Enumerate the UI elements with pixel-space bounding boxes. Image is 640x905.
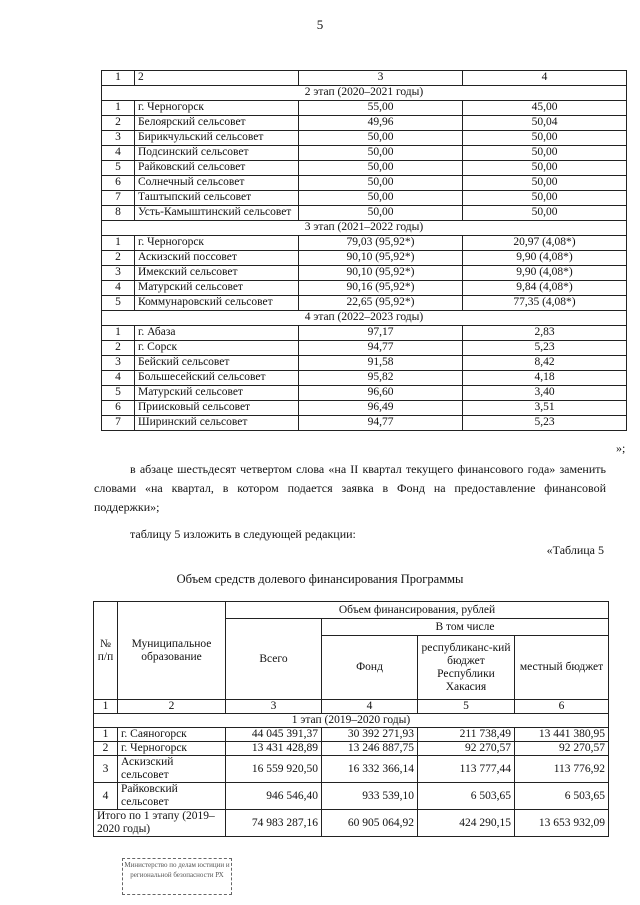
- row-number: 8: [102, 206, 135, 221]
- municipality: Таштыпский сельсовет: [135, 191, 299, 206]
- republic-budget: 113 777,44: [418, 756, 515, 783]
- table-row: [102, 401, 627, 416]
- local-share: 4,18: [463, 371, 627, 386]
- municipality: Солнечный сельсовет: [135, 176, 299, 191]
- municipality: Матурский сельсовет: [135, 386, 299, 401]
- municipality: г. Черногорск: [135, 101, 299, 116]
- fund-share: 90,10 (95,92*): [299, 251, 463, 266]
- total: 44 045 391,37: [226, 728, 322, 742]
- row-number: 2: [102, 116, 135, 131]
- row-number: 4: [94, 783, 118, 810]
- header-municipality: Муниципальное образование: [118, 602, 226, 700]
- republic-budget: 6 503,65: [418, 783, 515, 810]
- column-number-row: [94, 700, 609, 714]
- local-share: 77,35 (4,08*): [463, 296, 627, 311]
- local-share: 50,00: [463, 131, 627, 146]
- header-num: № п/п: [94, 602, 118, 700]
- local-budget-total: 13 653 932,09: [515, 810, 609, 837]
- table-row: [102, 236, 627, 251]
- total-label: Итого по 1 этапу (2019–2020 годы): [94, 810, 226, 837]
- local-share: 2,83: [463, 326, 627, 341]
- row-number: 2: [94, 742, 118, 756]
- header-republic-budget: республиканс-кий бюджет Республики Хакасия: [418, 636, 515, 700]
- table-title: Объем средств долевого финансирования Программы: [176, 572, 464, 586]
- fund-share: 94,77: [299, 416, 463, 431]
- row-number: 4: [102, 281, 135, 296]
- fund-share: 96,49: [299, 401, 463, 416]
- municipality: Ширинский сельсовет: [135, 416, 299, 431]
- local-share: 9,84 (4,08*): [463, 281, 627, 296]
- column-number: 3: [226, 700, 322, 714]
- total-total: 74 983 287,16: [226, 810, 322, 837]
- table-row: [102, 341, 627, 356]
- local-share: 50,00: [463, 176, 627, 191]
- local-share: 3,51: [463, 401, 627, 416]
- fund-share: 55,00: [299, 101, 463, 116]
- column-number: 2: [118, 700, 226, 714]
- fund: 30 392 271,93: [322, 728, 418, 742]
- local-budget: 6 503,65: [515, 783, 609, 810]
- fund-share: 97,17: [299, 326, 463, 341]
- local-share: 3,40: [463, 386, 627, 401]
- column-number: 5: [418, 700, 515, 714]
- row-number: 3: [94, 756, 118, 783]
- stage-row: [94, 714, 609, 728]
- table-row: [102, 386, 627, 401]
- row-number: 1: [102, 326, 135, 341]
- fund-total: 60 905 064,92: [322, 810, 418, 837]
- republic-budget: 92 270,57: [418, 742, 515, 756]
- municipality: Бейский сельсовет: [135, 356, 299, 371]
- municipality: г. Саяногорск: [118, 728, 226, 742]
- fund: 933 539,10: [322, 783, 418, 810]
- row-number: 4: [102, 146, 135, 161]
- table-row: [102, 281, 627, 296]
- row-number: 3: [102, 266, 135, 281]
- row-number: 7: [102, 416, 135, 431]
- stage-row: [102, 311, 627, 326]
- republic-budget-total: 424 290,15: [418, 810, 515, 837]
- financing-table: [93, 601, 609, 837]
- total-row: [94, 810, 609, 837]
- local-share: 9,90 (4,08*): [463, 251, 627, 266]
- municipality: Усть-Камыштинский сельсовет: [135, 206, 299, 221]
- municipality: Подсинский сельсовет: [135, 146, 299, 161]
- row-number: 3: [102, 131, 135, 146]
- local-share: 5,23: [463, 416, 627, 431]
- municipality: Райковский сельсовет: [135, 161, 299, 176]
- table-caption: «Таблица 5: [546, 543, 604, 557]
- local-budget: 92 270,57: [515, 742, 609, 756]
- header-total: Всего: [226, 619, 322, 700]
- fund-share: 90,16 (95,92*): [299, 281, 463, 296]
- table-row: [102, 131, 627, 146]
- fund-share: 50,00: [299, 206, 463, 221]
- fund-share: 96,60: [299, 386, 463, 401]
- stage-title: 2 этап (2020–2021 годы): [102, 86, 627, 101]
- fund-share: 90,10 (95,92*): [299, 266, 463, 281]
- table-row: [102, 116, 627, 131]
- header-volume: Объем финансирования, рублей: [226, 602, 609, 619]
- table-row: [102, 191, 627, 206]
- row-number: 7: [102, 191, 135, 206]
- stage-title: 4 этап (2022–2023 годы): [102, 311, 627, 326]
- local-share: 5,23: [463, 341, 627, 356]
- table-row: [102, 176, 627, 191]
- municipality: Коммунаровский сельсовет: [135, 296, 299, 311]
- fund-share: 95,82: [299, 371, 463, 386]
- total: 13 431 428,89: [226, 742, 322, 756]
- amendment-paragraph: в абзаце шестьдесят четвертом слова «на II квартал текущего финансового года» заменить словами «на квартал, в котором подается заявка в Фонд на предоставление финансовой поддержки»;: [94, 462, 606, 514]
- table-row: [102, 416, 627, 431]
- local-share: 9,90 (4,08*): [463, 266, 627, 281]
- row-number: 5: [102, 161, 135, 176]
- municipality: г. Абаза: [135, 326, 299, 341]
- municipality: Матурский сельсовет: [135, 281, 299, 296]
- stage-row: [102, 221, 627, 236]
- total: 946 546,40: [226, 783, 322, 810]
- column-number: 3: [299, 71, 463, 86]
- local-budget: 13 441 380,95: [515, 728, 609, 742]
- fund: 16 332 366,14: [322, 756, 418, 783]
- fund-share: 50,00: [299, 191, 463, 206]
- column-number: 4: [463, 71, 627, 86]
- row-number: 1: [102, 101, 135, 116]
- column-number: 2: [135, 71, 299, 86]
- table-row: [94, 756, 609, 783]
- stage-title: 3 этап (2021–2022 годы): [102, 221, 627, 236]
- local-share: 50,00: [463, 146, 627, 161]
- local-budget: 113 776,92: [515, 756, 609, 783]
- table-row: [102, 101, 627, 116]
- table-row: [102, 296, 627, 311]
- row-number: 4: [102, 371, 135, 386]
- row-number: 2: [102, 341, 135, 356]
- stage-row: [102, 86, 627, 101]
- header-local-budget: местный бюджет: [515, 636, 609, 700]
- column-number: 6: [515, 700, 609, 714]
- local-share: 8,42: [463, 356, 627, 371]
- municipality: Большесейский сельсовет: [135, 371, 299, 386]
- instruction-paragraph: таблицу 5 изложить в следующей редакции:: [130, 527, 356, 541]
- share-table: [101, 70, 627, 431]
- fund-share: 49,96: [299, 116, 463, 131]
- local-share: 50,00: [463, 191, 627, 206]
- local-share: 20,97 (4,08*): [463, 236, 627, 251]
- fund-share: 50,00: [299, 131, 463, 146]
- row-number: 1: [102, 236, 135, 251]
- header-fund: Фонд: [322, 636, 418, 700]
- table-row: [102, 356, 627, 371]
- row-number: 1: [94, 728, 118, 742]
- fund-share: 79,03 (95,92*): [299, 236, 463, 251]
- municipality: Бирикчульский сельсовет: [135, 131, 299, 146]
- table-row: [94, 783, 609, 810]
- municipality: г. Сорск: [135, 341, 299, 356]
- fund-share: 50,00: [299, 176, 463, 191]
- municipality: Аскизский сельсовет: [118, 756, 226, 783]
- page-number: 5: [316, 17, 324, 32]
- table-row: [102, 206, 627, 221]
- local-share: 45,00: [463, 101, 627, 116]
- row-number: 2: [102, 251, 135, 266]
- municipality: г. Черногорск: [135, 236, 299, 251]
- column-number: 1: [102, 71, 135, 86]
- fund-share: 94,77: [299, 341, 463, 356]
- table-row: [102, 146, 627, 161]
- row-number: 3: [102, 356, 135, 371]
- table-row: [102, 326, 627, 341]
- municipality: г. Черногорск: [118, 742, 226, 756]
- local-share: 50,04: [463, 116, 627, 131]
- fund-share: 22,65 (95,92*): [299, 296, 463, 311]
- table-row: [102, 161, 627, 176]
- fund-share: 50,00: [299, 161, 463, 176]
- table-row: [102, 371, 627, 386]
- table-row: [102, 251, 627, 266]
- header-including: В том числе: [322, 619, 609, 636]
- table-row: [94, 728, 609, 742]
- stamp: Министерство по делам юстиции и региональной безопасности РХ: [122, 858, 232, 895]
- row-number: 5: [102, 296, 135, 311]
- municipality: Приисковый сельсовет: [135, 401, 299, 416]
- closing-quote: »;: [616, 441, 626, 455]
- column-number: 1: [94, 700, 118, 714]
- municipality: Райковский сельсовет: [118, 783, 226, 810]
- row-number: 6: [102, 176, 135, 191]
- municipality: Белоярский сельсовет: [135, 116, 299, 131]
- fund-share: 50,00: [299, 146, 463, 161]
- local-share: 50,00: [463, 161, 627, 176]
- column-number: 4: [322, 700, 418, 714]
- table-row: [94, 742, 609, 756]
- municipality: Имекский сельсовет: [135, 266, 299, 281]
- row-number: 5: [102, 386, 135, 401]
- total: 16 559 920,50: [226, 756, 322, 783]
- republic-budget: 211 738,49: [418, 728, 515, 742]
- stage-title: 1 этап (2019–2020 годы): [94, 714, 609, 728]
- fund: 13 246 887,75: [322, 742, 418, 756]
- table-row: [102, 266, 627, 281]
- municipality: Аскизский поссовет: [135, 251, 299, 266]
- local-share: 50,00: [463, 206, 627, 221]
- fund-share: 91,58: [299, 356, 463, 371]
- row-number: 6: [102, 401, 135, 416]
- header-row: [102, 71, 627, 86]
